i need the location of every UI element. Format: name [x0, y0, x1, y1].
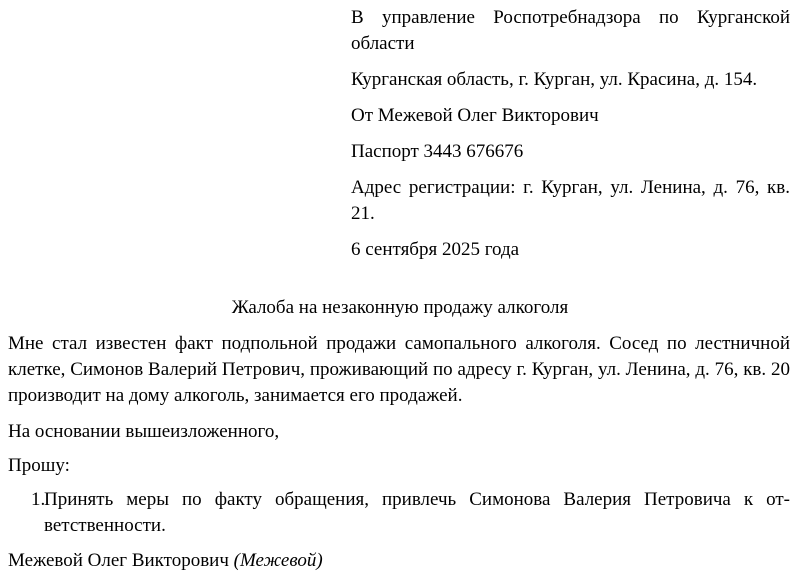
document-body — [8, 331, 790, 582]
sender-line: От Межевой Олег Викторович — [351, 105, 599, 126]
document-date: 6 сентября 2025 года — [351, 239, 520, 260]
basis-paragraph: На основании вышеизложенного, — [8, 421, 280, 442]
registration-address: Адрес регистрации: г. Курган, ул. Ленина, д. 76, кв. 21. — [351, 177, 790, 224]
request-item-number: 1. — [31, 489, 46, 510]
recipient-address: Курганская область, г. Курган, ул. Красина, д. 154. — [351, 69, 758, 90]
document-title: Жалоба на незаконную продажу алкоголя — [231, 297, 569, 318]
signature-line — [8, 548, 790, 574]
signature-name: Межевой Олег Викторович — [8, 550, 229, 571]
request-item — [8, 487, 790, 539]
request-list — [8, 487, 790, 539]
request-heading: Прошу: — [8, 455, 70, 476]
request-item-text: Принять меры по факту обращения, привлечь Симонова Валерия Петровича к ответственности. — [44, 489, 790, 536]
signature-sign: (Межевой) — [233, 550, 323, 571]
addressee-block — [351, 5, 790, 273]
main-paragraph: Мне стал известен факт подпольной продажи самопального алкоголя. Сосед по лестничной клетке, Симонов Валерий Петрович, проживающий по адресу г. Курган, ул. Ленина, д. 76, кв. 20 производит на дому алкоголь, занимается его продажей. — [8, 333, 790, 406]
recipient-line: В управление Роспотребнадзора по Курганской области — [351, 7, 790, 54]
passport-line: Паспорт 3443 676676 — [351, 141, 524, 162]
